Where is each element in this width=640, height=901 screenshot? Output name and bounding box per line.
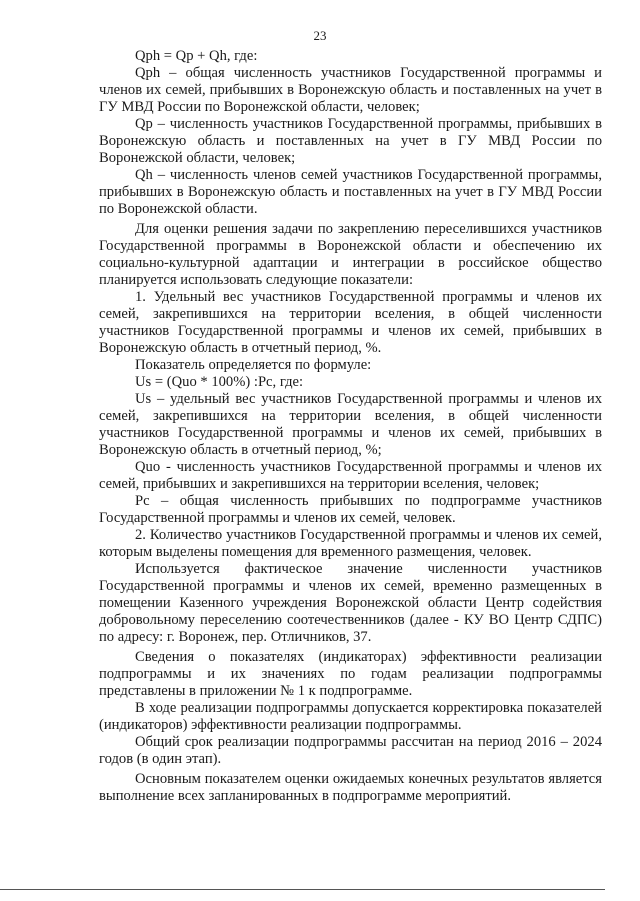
document-body [99, 48, 602, 805]
formula-qph: Qph = Qp + Qh, где: [135, 48, 258, 64]
definition-us: Us – удельный вес участников Государственной программы и членов их семей, закрепившихся на территории вселения, в общей численности участников Государственной программы и членов их семей, прибывших в Воронежскую область в отчетный период, %; [99, 391, 602, 458]
page-number: 23 [313, 28, 327, 43]
definition-pc: Pc – общая численность прибывших по подпрограмме участников Государственной программы и членов их семей, человек. [99, 493, 602, 526]
formula-us: Us = (Quo * 100%) :Pc, где: [135, 374, 304, 390]
paragraph-indicators-intro: Для оценки решения задачи по закреплению переселившихся участников Государственной программы в Воронежской области и обеспечению их социально-культурной адаптации и интеграции в российское общество планируется использовать следующие показатели: [99, 221, 602, 288]
paragraph-adjustment: В ходе реализации подпрограммы допускается корректировка показателей (индикаторов) эффективности реализации подпрограммы. [99, 700, 602, 733]
scan-edge-line [0, 889, 605, 890]
indicator-2: 2. Количество участников Государственной программы и членов их семей, которым выделены помещения для временного размещения, человек. [99, 527, 602, 560]
definition-quo: Quo - численность участников Государственной программы и членов их семей, прибывших и закрепившихся на территории вселения, человек; [99, 459, 602, 492]
definition-qh: Qh – численность членов семей участников Государственной программы, прибывших в Воронежскую область и поставленных на учет в ГУ МВД России по Воронежской области. [99, 167, 602, 217]
indicator-1: 1. Удельный вес участников Государственной программы и членов их семей, закрепившихся на территории вселения, в общей численности участников Государственной программы и членов их семей, прибывших в Воронежскую область в отчетный период, %. [99, 289, 602, 356]
definition-qph: Qph – общая численность участников Государственной программы и членов их семей, прибывших в Воронежскую область и поставленных на учет в ГУ МВД России по Воронежской области, человек; [99, 65, 602, 115]
formula-intro: Показатель определяется по формуле: [135, 357, 372, 373]
paragraph-term: Общий срок реализации подпрограммы рассчитан на период 2016 – 2024 годов (в один этап). [99, 734, 602, 767]
paragraph-indicators-info: Сведения о показателях (индикаторах) эффективности реализации подпрограммы и их значениях по годам реализации подпрограммы представлены в приложении № 1 к подпрограмме. [99, 649, 602, 699]
paragraph-main-indicator: Основным показателем оценки ожидаемых конечных результатов является выполнение всех запланированных в подпрограмме мероприятий. [99, 771, 602, 804]
definition-qp: Qp – численность участников Государственной программы, прибывших в Воронежскую область и поставленных на учет в ГУ МВД России по Воронежской области, человек; [99, 116, 602, 166]
paragraph-actual-value: Используется фактическое значение численности участников Государственной программы и членов их семей, временно размещенных в помещении Казенного учреждения Воронежской области Центр содействия добровольному переселению соотечественников (далее - КУ ВО Центр СДПС) по адресу: г. Воронеж, пер. Отличников, 37. [99, 561, 602, 645]
